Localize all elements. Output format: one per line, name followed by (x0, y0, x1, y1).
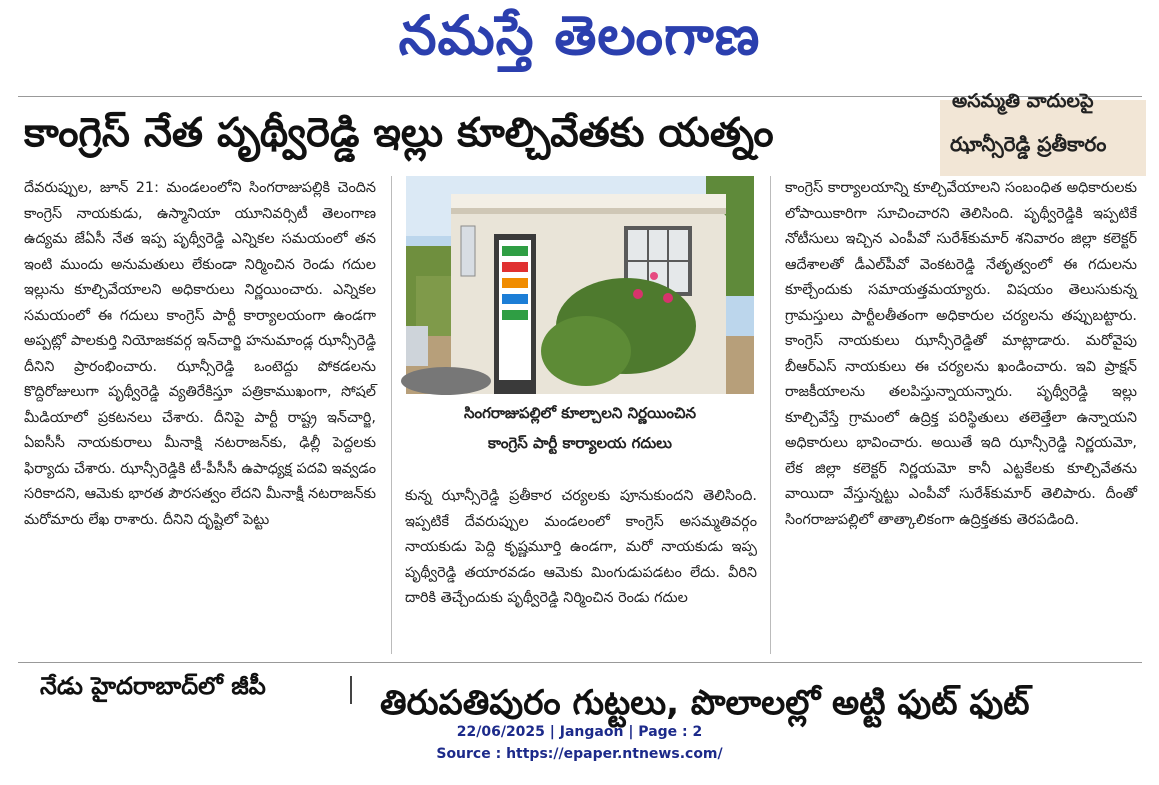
teaser-left: నేడు హైదరాబాద్‌లో జీపీ (40, 672, 266, 700)
article-text: దేవరుప్పుల, జూన్ 21: మండలంలోని సింగరాజుపల్లికి చెందిన కాంగ్రెస్ నాయకుడు, ఉస్మానియా యూనివర్సిటీ తెలంగాణ ఉద్యమ జేఏసీ నేత ఇప్ప పృథ్వీరెడ్డి ఎన్నికల సమయంలో తన ఇంటి ముందు అనుమతులు లేకుండా నిర్మించిన రెండు గదుల ఇల్లును కూల్చివేయాలని అధికారులు నిర్ణయించారు. ఎన్నికల సమయంలో ఈ గదులు కాంగ్రెస్ పార్టీ కార్యాలయంగా ఉండగా అప్పట్లో పాలకుర్తి నియోజకవర్గ ఇన్‌చార్జి హనుమాండ్ల ఝాన్సీరెడ్డి దీనిని ప్రారంభించారు. ఝాన్సీరెడ్డి ఒంటెద్దు పోకడలను కొద్దిరోజులుగా పృథ్వీరెడ్డి వ్యతిరేకిస్తూ పత్రికాముఖంగా, సోషల్ మీడియాలో ప్రకటనలు చేశారు. దీనిపై పార్టీ రాష్ట్ర ఇన్‌చార్జి, ఏఐసీసీ నాయకురాలు మీనాక్షి నటరాజన్‌కు, ఢిల్లీ పెద్దలకు ఫిర్యాదు చేశారు. ఝాన్సీరెడ్డికి టీ-పీసీసీ ఉపాధ్యక్ష పదవి ఇవ్వడం సరికాదని, ఆమెకు భారత పౌరసత్వం లేదని మీనాక్షీ నటరాజన్‌కు మరోమారు లేఖ రాశారు. దీనిని దృష్టిలో పెట్టు (24, 180, 377, 528)
article-column-2 (405, 484, 757, 656)
headline: కాంగ్రెస్ నేత పృథ్వీరెడ్డి ఇల్లు కూల్చివేతకు యత్నం (24, 110, 774, 156)
side-teaser-cut-text: అసమ్మతి వాదులపై (952, 90, 1094, 112)
building-photo-image (406, 176, 754, 394)
photo-caption-line-1: సింగరాజుపల్లిలో కూల్చాలని నిర్ణయించిన (464, 404, 696, 422)
footer-date-edition: 22/06/2025 | Jangaon | Page : 2 (456, 724, 703, 740)
teaser-divider (350, 676, 352, 704)
teaser-right-text: తిరుపతిపురం గుట్టలు, పొలాలల్లో అట్టి ఫుట్ ఫుట్ (380, 683, 1030, 723)
article-column-3 (785, 176, 1137, 656)
article-text: కాంగ్రెస్ కార్యాలయాన్ని కూల్చివేయాలని సంబంధిత అధికారులకు లోపాయికారిగా సూచించారని తెలిసింది. పృథ్వీరెడ్డికి ఇప్పటికే నోటీసులు ఇచ్చిన ఎంపీవో సురేశ్‌కుమార్ శనివారం జిల్లా కలెక్టర్ ఆదేశాలతో డీఎల్‌పీవో వెంకటరెడ్డి నేతృత్వంలో ఈ గదులను కూల్చేందుకు సమాయత్తమయ్యారు. విషయం తెలుసుకున్న గ్రామస్తులు పార్టీలతీతంగా అధికారుల చర్యలను తప్పుబట్టారు. కాంగ్రెస్ నాయకులు ఝాన్సీరెడ్డితో మాట్లాడారు. మరోవైపు బీఆర్ఎస్ నాయకులు ఈ చర్యలను ఖండించారు. ఇవి ప్రాక్షన్ రాజకీయాలను తలపిస్తున్నాయన్నారు. పృథ్వీరెడ్డి ఇల్లు కూల్చివేస్తే గ్రామంలో ఉద్రిక్త పరిస్థితులు తలెత్తేలా ఉన్నాయని అధికారులు భావించారు. అయితే ఇది ఝాన్సీరెడ్డి నిర్ణయమో, లేక జిల్లా కలెక్టర్ నిర్ణయమో కానీ ఎట్టకేలకు కూల్చివేతను వాయిదా వేస్తున్నట్టు ఎంపీవో సురేశ్‌కుమార్ తెలిపారు. దీంతో సింగరాజుపల్లిలో తాత్కాలికంగా ఉద్రిక్తతకు తెరపడింది. (785, 180, 1137, 528)
photo-caption (406, 398, 754, 458)
side-teaser-box (940, 90, 1146, 176)
news-photo (406, 176, 754, 394)
photo-caption-line-2: కాంగ్రెస్ పార్టీ కార్యాలయ గదులు (488, 434, 672, 452)
footer-source: Source : https://epaper.ntnews.com/ (436, 746, 723, 762)
bottom-divider (18, 662, 1142, 663)
article-column-1 (24, 176, 376, 654)
teaser-right (380, 683, 1140, 723)
masthead-logo: నమస్తే తెలంగాణ (398, 4, 761, 67)
column-divider (391, 176, 392, 654)
article-text: కున్న ఝాన్సీరెడ్డి ప్రతీకార చర్యలకు పూనుకుందని తెలిసింది. ఇప్పటికే దేవరుప్పుల మండలంలో కాంగ్రెస్ అసమ్మతివర్గం నాయకుడు పెద్ది కృష్ణమూర్తి ఉండగా, మరో నాయకుడు ఇప్ప పృథ్వీరెడ్డి తయారవడం ఆమెకు మింగుడుపడటం లేదు. వీరిని దారికి తెచ్చేందుకు పృథ్వీరెడ్డి నిర్మించిన రెండు గదుల (405, 488, 757, 606)
side-teaser-subtitle: ఝాన్సీరెడ్డి ప్రతీకారం (950, 132, 1107, 156)
column-divider (770, 176, 771, 654)
